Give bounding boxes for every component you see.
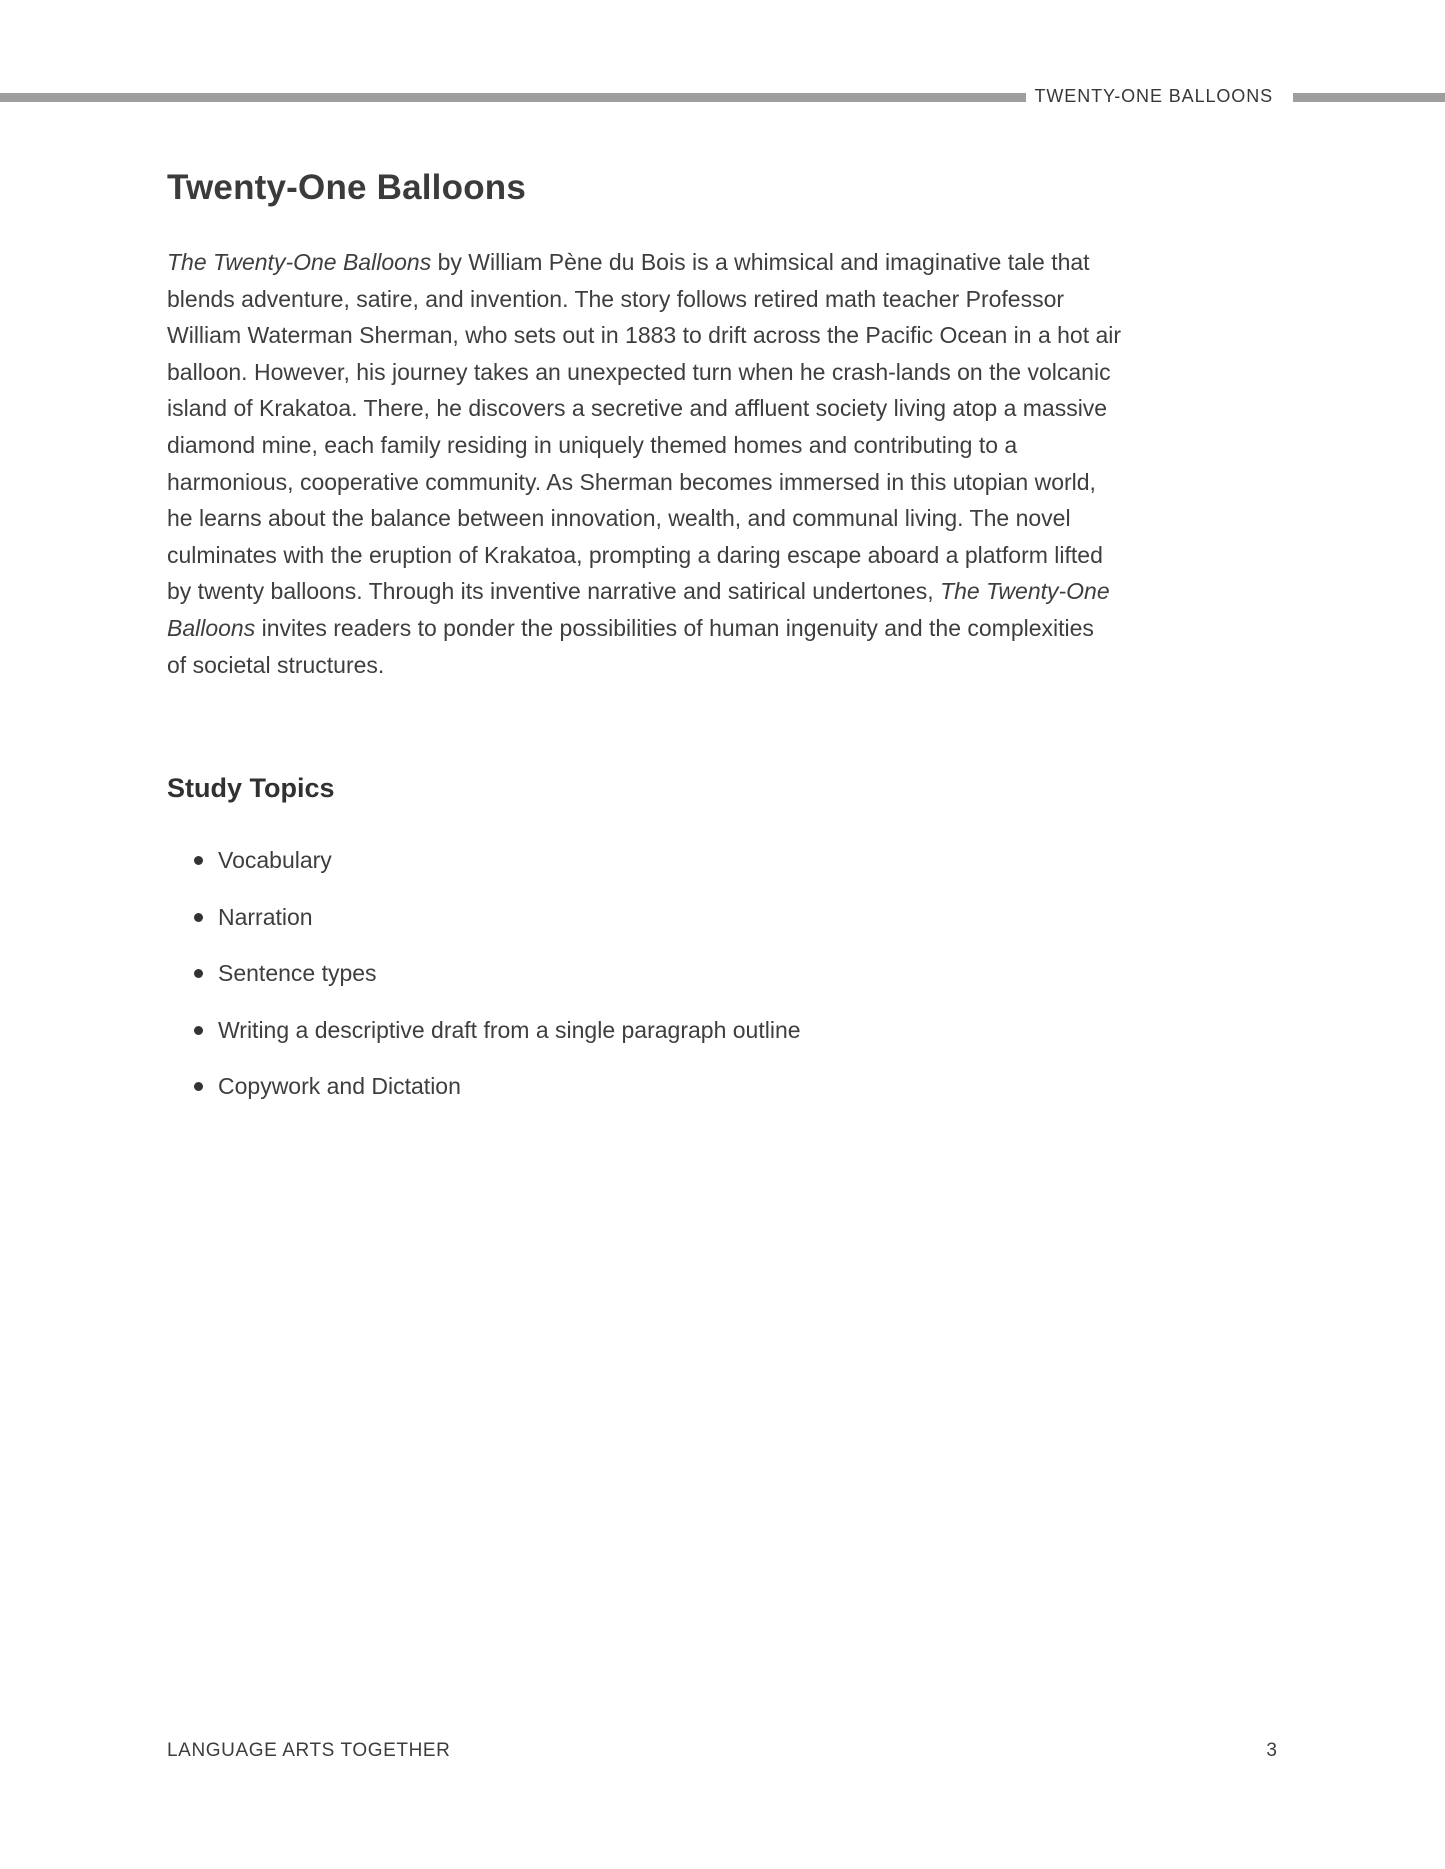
text-segment: culminates with the eruption of Krakatoa, prompting a daring escape aboard a platform lifted (167, 541, 1103, 568)
text-segment: William Waterman Sherman, who sets out in 1883 to drift across the Pacific Ocean in a hot air (167, 322, 1122, 349)
running-header-title: TWENTY-ONE BALLOONS (1034, 86, 1273, 106)
text-segment: invites readers to ponder the possibilities of human ingenuity and the complexities (255, 614, 1094, 641)
footer-page-number: 3 (1266, 1740, 1277, 1761)
paragraph-line (167, 573, 1121, 610)
study-topic-item (167, 1068, 801, 1104)
book-summary-paragraph (167, 244, 1121, 683)
paragraph-line (167, 244, 1121, 281)
header-rule-left (0, 93, 1026, 102)
paragraph-line (167, 317, 1121, 354)
text-segment: island of Krakatoa. There, he discovers a secretive and affluent society living atop a massive (167, 395, 1108, 422)
paragraph-line (167, 537, 1121, 574)
study-topic-label: Copywork and Dictation (218, 1073, 461, 1099)
paragraph-line (167, 647, 1121, 684)
bullet-icon (194, 1026, 203, 1035)
study-topic-label: Narration (218, 903, 313, 930)
bullet-icon (194, 913, 203, 922)
bullet-icon (194, 856, 203, 865)
study-topic-item (167, 955, 801, 991)
study-topic-item (167, 842, 801, 878)
paragraph-line (167, 610, 1121, 647)
text-segment: harmonious, cooperative community. As Sherman becomes immersed in this utopian world, (167, 468, 1096, 495)
study-topic-label: Sentence types (218, 960, 377, 986)
bullet-icon (194, 1082, 203, 1091)
study-topics-heading: Study Topics (167, 773, 335, 803)
paragraph-line (167, 354, 1121, 391)
paragraph-line (167, 464, 1121, 501)
text-segment: by twenty balloons. Through its inventive narrative and satirical undertones, (167, 578, 941, 605)
page-footer (167, 1741, 1277, 1760)
study-topics-list (167, 842, 801, 1125)
header-rule-right (1293, 93, 1445, 102)
text-segment: diamond mine, each family residing in uniquely themed homes and contributing to a (167, 431, 1018, 458)
paragraph-line (167, 281, 1121, 318)
study-topic-item (167, 899, 801, 935)
book-title-italic: Balloons (167, 614, 256, 641)
paragraph-line (167, 500, 1121, 537)
footer-imprint: LANGUAGE ARTS TOGETHER (167, 1740, 451, 1761)
book-title-italic: The Twenty-One (940, 578, 1110, 605)
paragraph-line (167, 427, 1121, 464)
bullet-icon (194, 969, 203, 978)
text-segment: balloon. However, his journey takes an unexpected turn when he crash-lands on the volcanic (167, 358, 1111, 385)
book-title-italic: The Twenty-One Balloons (167, 249, 432, 275)
text-segment: he learns about the balance between innovation, wealth, and communal living. The novel (167, 505, 1071, 532)
text-segment: blends adventure, satire, and invention. The story follows retired math teacher Professor (167, 285, 1065, 312)
text-segment: of societal structures. (167, 651, 385, 678)
page-title: Twenty-One Balloons (167, 168, 527, 207)
study-topic-item (167, 1012, 801, 1048)
text-segment: by William Pène du Bois is a whimsical and imaginative tale that (431, 249, 1090, 275)
study-topic-label: Writing a descriptive draft from a single paragraph outline (218, 1016, 801, 1043)
paragraph-line (167, 390, 1121, 427)
study-topic-label: Vocabulary (218, 847, 332, 873)
